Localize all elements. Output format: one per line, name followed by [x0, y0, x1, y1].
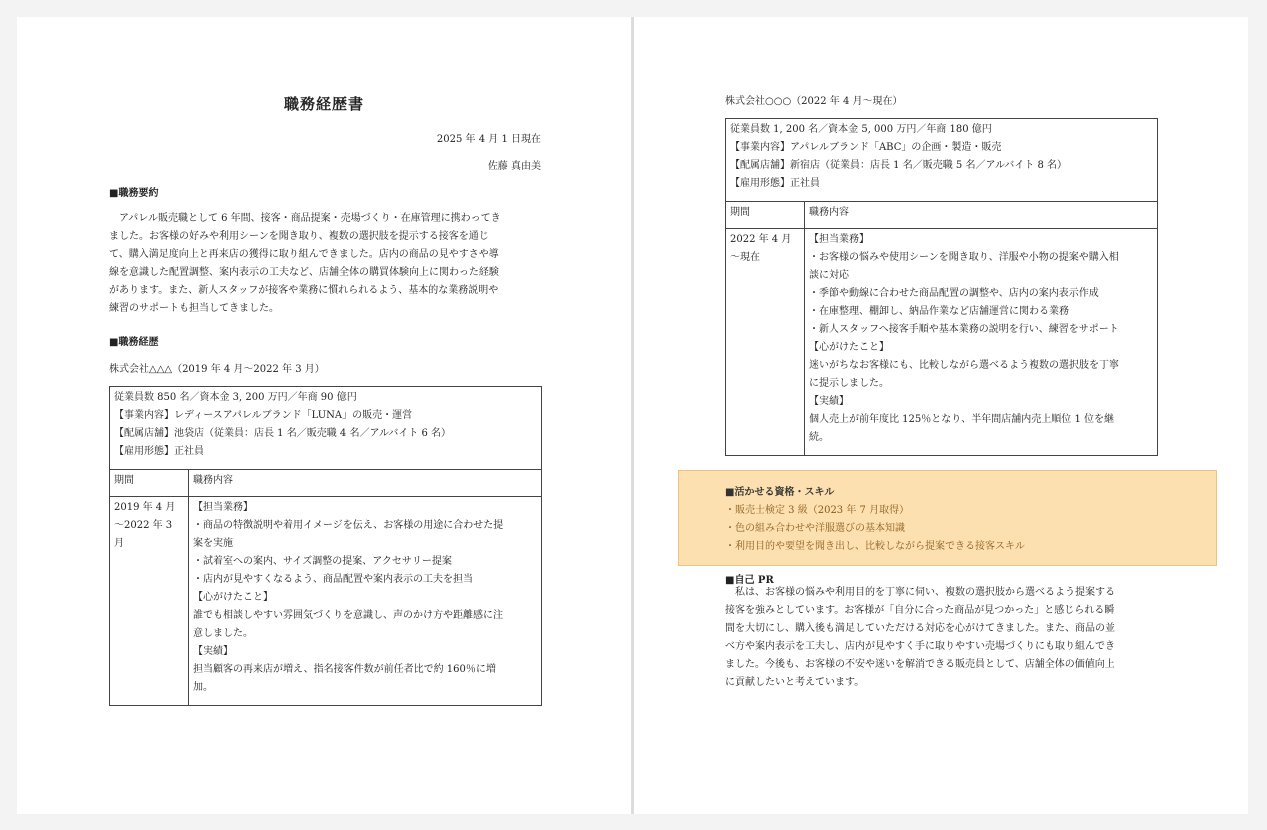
pr-line: に貢献したいと考えています。: [725, 677, 865, 688]
company-2-name: 株式会社○○○（2022 年 4 月〜現在）: [725, 96, 903, 107]
content-line: ・お客様の悩みや使用シーンを聞き取り、洋服や小物の提案や購入相: [809, 252, 1119, 263]
summary-line: 練習のサポートも担当してきました。: [109, 303, 279, 314]
content-line: ・在庫整理、棚卸し、納品作業など店舗運営に関わる業務: [809, 306, 1069, 317]
content-line: 案を実施: [193, 538, 233, 549]
info-line: 従業員数 850 名／資本金 3, 200 万円／年商 90 億円: [114, 392, 357, 403]
content-line: 意しました。: [193, 628, 253, 639]
content-line: 【担当業務】: [193, 502, 253, 513]
col-header-period: 期間: [110, 470, 189, 497]
content-line: ・季節や動線に合わせた商品配置の調整や、店内の案内表示作成: [809, 288, 1099, 299]
table-row: [726, 229, 1158, 456]
skills-heading: ■活かせる資格・スキル: [725, 487, 835, 498]
info-line: 【事業内容】アパレルブランド「ABC」の企画・製造・販売: [730, 142, 1002, 153]
content-line: 加。: [193, 682, 213, 693]
summary-heading: ■職務要約: [109, 188, 159, 199]
period-line: 月: [114, 538, 124, 549]
period-line: 〜2022 年 3: [114, 520, 173, 531]
col-header-content: 職務内容: [189, 470, 542, 497]
info-line: 【配属店舗】池袋店（従業員：店長 1 名／販売職 4 名／アルバイト 6 名）: [114, 428, 452, 439]
content-line: 【心がけたこと】: [809, 342, 889, 353]
table-header-row: [726, 202, 1158, 229]
company-1-table: [109, 386, 542, 706]
content-cell: [189, 497, 542, 706]
pr-line: 私は、お客様の悩みや利用目的を丁寧に伺い、複数の選択肢から選べるよう提案する: [735, 587, 1115, 598]
company-1-info-row: [110, 387, 542, 470]
period-line: 2022 年 4 月: [730, 234, 792, 245]
document-title: 職務経歴書: [283, 95, 364, 113]
info-line: 【雇用形態】正社員: [730, 178, 820, 189]
content-cell: [805, 229, 1158, 456]
summary-line: 線を意識した配置調整、案内表示の工夫など、店舗全体の購買体験向上に関わった経験: [109, 267, 499, 278]
pr-line: 接客を強みとしています。お客様が「自分に合った商品が見つかった」と感じられる瞬: [725, 605, 1115, 616]
applicant-name: 佐藤 真由美: [487, 161, 541, 172]
pr-line: ました。今後も、お客様の不安や迷いを解消できる販売員として、店舗全体の価値向上: [725, 659, 1115, 670]
company-1-info: [110, 387, 542, 470]
content-line: 談に対応: [809, 270, 849, 281]
info-line: 【事業内容】レディースアパレルブランド「LUNA」の販売・運営: [114, 410, 413, 421]
company-1-name: 株式会社△△△（2019 年 4 月〜2022 年 3 月）: [109, 364, 325, 375]
pr-line: 間を大切にし、購入後も満足していただける対応を心がけてきました。また、商品の並: [725, 623, 1115, 634]
summary-line: があります。また、新人スタッフが接客や業務に慣れられるよう、基本的な業務説明や: [109, 285, 499, 296]
pr-heading: ■自己 PR: [725, 575, 774, 586]
content-line: に提示しました。: [809, 378, 889, 389]
company-2-info: [726, 119, 1158, 202]
content-line: 【実績】: [809, 396, 849, 407]
period-line: 2019 年 4 月: [114, 502, 176, 513]
info-line: 従業員数 1, 200 名／資本金 5, 000 万円／年商 180 億円: [730, 124, 992, 135]
skills-section: [725, 484, 1205, 556]
content-line: 続。: [809, 432, 829, 443]
period-cell: [726, 229, 805, 456]
period-line: 〜現在: [730, 252, 760, 263]
content-line: 【担当業務】: [809, 234, 869, 245]
summary-body: [109, 210, 549, 318]
content-line: 【心がけたこと】: [193, 592, 273, 603]
summary-line: アパレル販売職として 6 年間、接客・商品提案・売場づくり・在庫管理に携わってき: [119, 213, 501, 224]
col-header-content: 職務内容: [805, 202, 1158, 229]
content-line: 担当顧客の再来店が増え、指名接客件数が前任者比で約 160％に増: [193, 664, 496, 675]
summary-line: ました。お客様の好みや利用シーンを聞き取り、複数の選択肢を提示する接客を通じ: [109, 231, 489, 242]
content-line: ・試着室への案内、サイズ調整の提案、アクセサリー提案: [193, 556, 452, 567]
content-line: ・商品の特徴説明や着用イメージを伝え、お客様の用途に合わせた提: [193, 520, 504, 531]
summary-line: て、購入満足度向上と再来店の獲得に取り組んできました。店内の商品の見やすさや導: [109, 249, 499, 260]
skill-item: ・利用目的や要望を聞き出し、比較しながら提案できる接客スキル: [725, 541, 1025, 552]
company-2-table: [725, 118, 1158, 456]
pr-body: [725, 584, 1165, 692]
content-line: 誰でも相談しやすい雰囲気づくりを意識し、声のかけ方や距離感に注: [193, 610, 503, 621]
content-line: 個人売上が前年度比 125％となり、半年間店舗内売上順位 1 位を継: [809, 414, 1114, 425]
skill-item: ・色の組み合わせや洋服選びの基本知識: [725, 523, 905, 534]
content-line: ・店内が見やすくなるよう、商品配置や案内表示の工夫を担当: [193, 574, 473, 585]
info-line: 【配属店舗】新宿店（従業員：店長 1 名／販売職 5 名／アルバイト 8 名）: [730, 160, 1068, 171]
period-cell: [110, 497, 189, 706]
table-row: [110, 497, 542, 706]
info-line: 【雇用形態】正社員: [114, 446, 204, 457]
col-header-period: 期間: [726, 202, 805, 229]
skill-item: ・販売士検定 3 級（2023 年 7 月取得）: [725, 505, 910, 516]
document-date: 2025 年 4 月 1 日現在: [436, 134, 541, 145]
company-2-info-row: [726, 119, 1158, 202]
content-line: 【実績】: [193, 646, 233, 657]
history-heading: ■職務経歴: [109, 337, 159, 348]
table-header-row: [110, 470, 542, 497]
pr-line: べ方や案内表示を工夫し、店内が見やすく手に取りやすい売場づくりにも取り組んでき: [725, 641, 1115, 652]
content-line: 迷いがちなお客様にも、比較しながら選べるよう複数の選択肢を丁寧: [809, 360, 1119, 371]
content-line: ・新人スタッフへ接客手順や基本業務の説明を行い、練習をサポート: [809, 324, 1119, 335]
